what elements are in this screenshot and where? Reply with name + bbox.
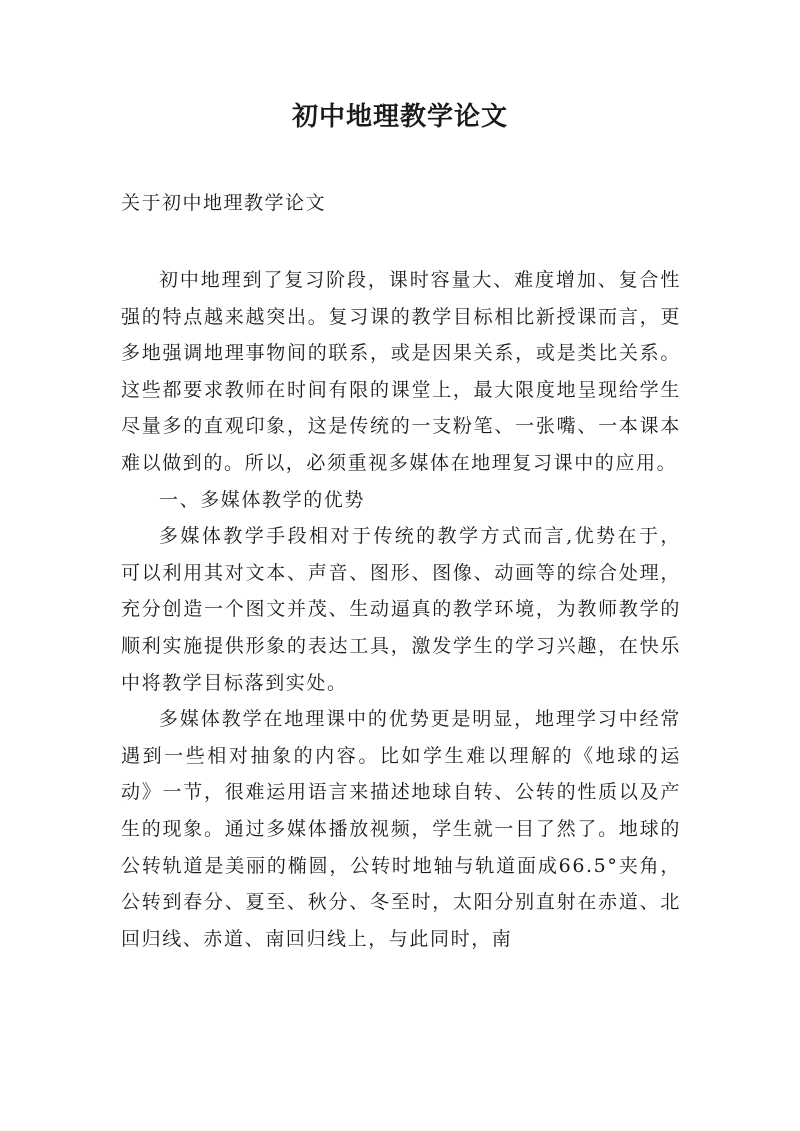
paragraph-geography-example: 多媒体教学在地理课中的优势更是明显，地理学习中经常遇到一些相对抽象的内容。比如学生难以理解的《地球的运动》一节，很难运用语言来描述地球自转、公转的性质以及产生的现象。通过多媒体播放视频，学生就一目了然了。地球的公转轨道是美丽的椭圆，公转时地轴与轨道面成66.5°夹角，公转到春分、夏至、秋分、冬至时，太阳分别直射在赤道、北回归线、赤道、南回归线上，与此同时，南 <box>121 708 681 950</box>
section-heading: 一、多媒体教学的优势 <box>159 488 366 511</box>
paragraph-intro: 初中地理到了复习阶段，课时容量大、难度增加、复合性强的特点越来越突出。复习课的教学目标相比新授课而言，更多地强调地理事物间的联系，或是因果关系，或是类比关系。这些都要求教师在时间有限的课堂上，最大限度地呈现给学生尽量多的直观印象，这是传统的一支粉笔、一张嘴、一本课本难以做到的。所以，必须重视多媒体在地理复习课中的应用。 <box>121 269 681 474</box>
document-subtitle: 关于初中地理教学论文 <box>121 192 327 214</box>
document-body <box>121 262 681 957</box>
paragraph-advantages: 多媒体教学手段相对于传统的教学方式而言,优势在于，可以利用其对文本、声音、图形、图像、动画等的综合处理，充分创造一个图文并茂、生动逼真的教学环境，为教师教学的顺利实施提供形象的表达工具，激发学生的学习兴趣，在快乐中将教学目标落到实处。 <box>121 525 681 694</box>
document-title: 初中地理教学论文 <box>291 102 508 132</box>
